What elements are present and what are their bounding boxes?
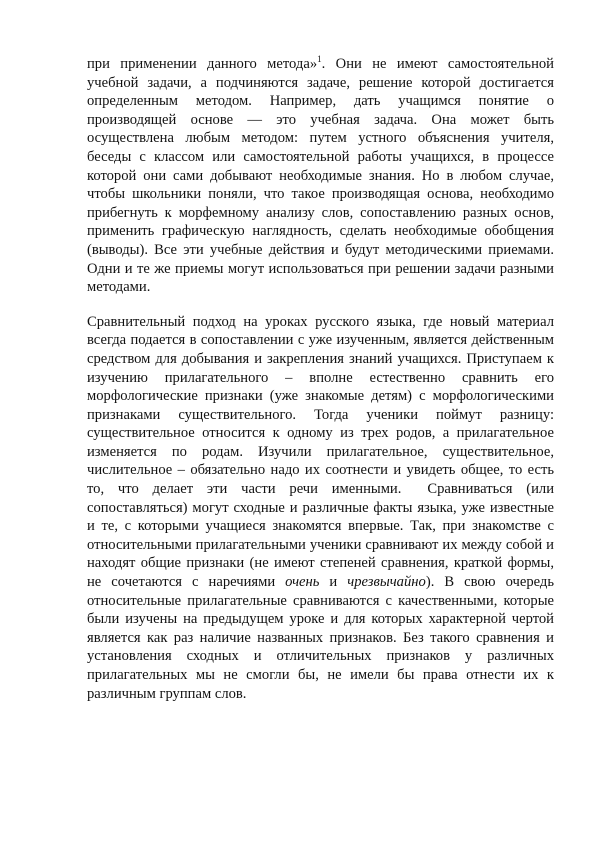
paragraph-text: при применении данного метода» [87,56,318,72]
paragraph-text: и [319,574,348,591]
paragraph-comparative-approach [87,313,554,703]
paragraph-text: ). В свою очередь относительные прилагательные сравниваются с качественными, которые были изучены на предыдущем уроке и для которых характерной чертой является как раз наличие названных признаков. Без такого сравнения и установления сходных и отличительных признаков у различных прилагательных мы не смогли бы, не имели бы права отнести их к различным группам слов. [87,574,554,702]
paragraph-text: . Они не имеют самостоятельной учебной задачи, а подчиняются задаче, решение которой достигается определенным методом. Например, дать учащимся понятие о производящей основе — это учебная задача. Она может быть осуществлена любым методом: путем устного объяснения учителя, беседы с классом или самостоятельной работы учащихся, в процессе которой они сами добывают необходимые знания. Но в любом случае, чтобы школьники поняли, что такое производящая основа, необходимо прибегнуть к морфемному анализу слов, сопоставлению разных основ, применить графическую наглядность, сделать необходимые обобщения (выводы). Все эти учебные действия и будут методическими приемами. Одни и те же приемы могут использоваться при решении задачи разными методами. [87,56,554,296]
paragraph-methods [87,55,554,297]
footnote-mark: 1 [317,54,322,65]
document-body [87,55,554,703]
italic-example-word: очень [285,574,320,591]
paragraph-text: Сравнительный подход на уроках русского языка, где новый материал всегда подается в сопоставлении с уже изученным, является действенным средством для добывания и закрепления знаний учащихся. Приступаем к изучению прилагательного – вполне естественно сравнить его морфологические признаки (уже знакомые детям) с морфологическими признаками существительного. Тогда ученики поймут разницу: существительное относится к одному из трех родов, а прилагательное изменяется по родам. Изучили прилагательное, существительное, числительное – обязательно надо их соотнести и увидеть общее, то есть то, что делает эти части речи именными. [87,313,554,498]
italic-example-word: чрезвычайно [347,574,426,591]
paragraph-text: Сравниваться (или сопоставляться) могут сходные и различные факты языка, уже известные и те, с которыми учащиеся знакомятся впервые. Так, при знакомстве с относительными прилагательными ученики сравнивают их между собой и находят общие признаки (не имеют степеней сравнения, краткой формы, не сочетаются с наречиями [87,481,555,591]
